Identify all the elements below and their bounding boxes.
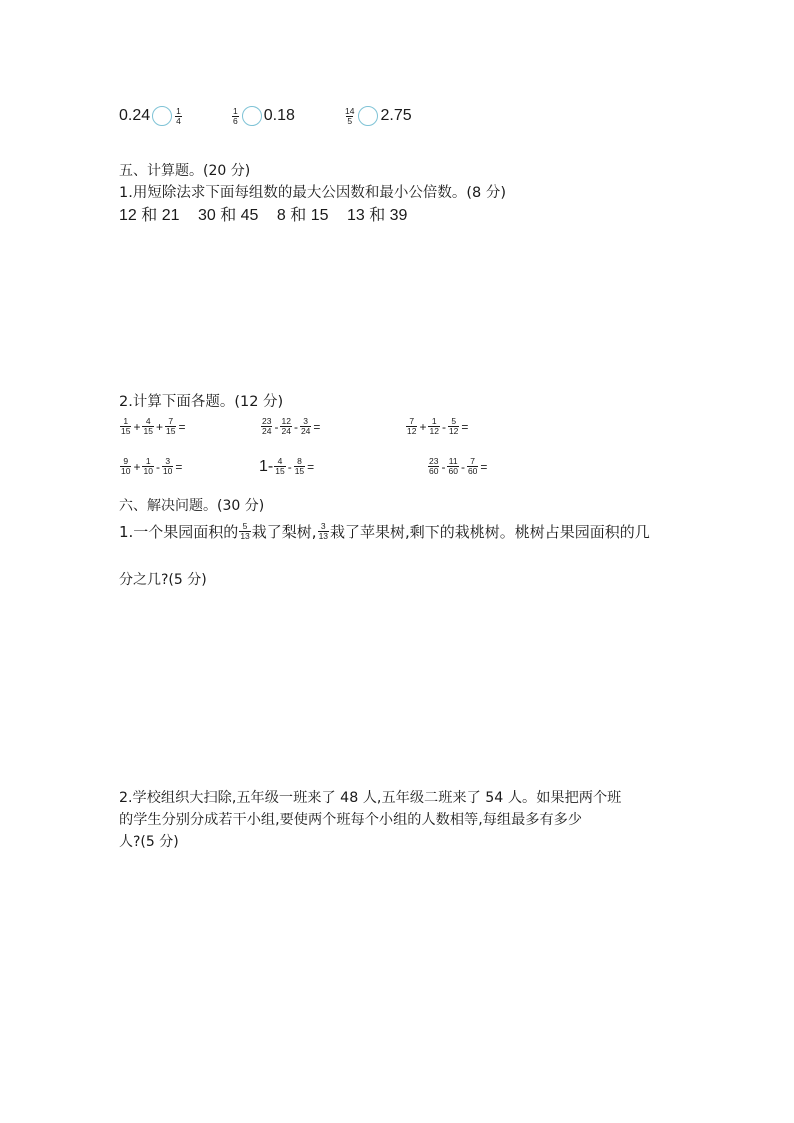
compare-right-value: 2.75 <box>380 107 412 124</box>
fraction-expression: $\frac{9}{10}$ + $\frac{1}{10}$ - $\frac{3}{10}$ = <box>121 456 183 476</box>
gcd-lcm-pairs <box>119 202 407 225</box>
section5-q2-text: 2.计算下面各题。(12 分) <box>119 394 284 410</box>
section6-q2-line2: 的学生分别分成若干小组,要使两个班每个小组的人数相等,每组最多有多少 <box>119 812 583 828</box>
section5-title: 五、计算题。(20 分) <box>119 163 251 179</box>
compare-left-fraction: $\frac{1}{6}$ <box>233 105 238 126</box>
section6-q2-line1: 2.学校组织大扫除,五年级一班来了 48 人,五年级二班来了 54 人。如果把两个班 <box>119 790 622 806</box>
compare-right-value: 0.18 <box>263 107 295 124</box>
section5-q1-text: 1.用短除法求下面每组数的最大公因数和最小公倍数。(8 分) <box>119 185 506 201</box>
compare-right-fraction: $\frac{1}{4}$ <box>176 105 181 126</box>
section6-q1-line1: 1.一个果园面积的 $\frac{5}{13}$ 栽了梨树, $\frac{3}{13}$ 栽了苹果树,剩下的栽桃树。桃树占果园面积的几 <box>119 521 650 541</box>
fraction-expression: 1- $\frac{4}{15}$ - $\frac{8}{15}$ = <box>259 456 315 476</box>
number-pair: 8 和 15 <box>276 207 329 224</box>
fraction-expression: $\frac{7}{12}$ + $\frac{1}{12}$ - $\frac{5}{12}$ = <box>407 416 469 436</box>
compare-answer-circle[interactable] <box>358 106 378 126</box>
compare-left-fraction: $\frac{14}{5}$ <box>345 105 355 126</box>
number-pair: 13 和 39 <box>346 207 408 224</box>
section6-q2-line3: 人?(5 分) <box>119 834 179 850</box>
number-pair: 30 和 45 <box>197 207 259 224</box>
compare-item-2 <box>231 106 295 126</box>
compare-item-1 <box>119 106 183 126</box>
number-pair: 12 和 21 <box>119 207 180 224</box>
compare-answer-circle[interactable] <box>152 106 172 126</box>
fraction-expression: $\frac{1}{15}$ + $\frac{4}{15}$ + $\frac{7}{15}$ = <box>121 416 186 436</box>
section6-title: 六、解决问题。(30 分) <box>119 498 265 514</box>
compare-left-value: 0.24 <box>119 107 151 124</box>
section6-q1-line2: 分之几?(5 分) <box>119 572 207 588</box>
compare-answer-circle[interactable] <box>242 106 262 126</box>
fraction-expression: $\frac{23}{24}$ - $\frac{12}{24}$ - $\frac{3}{24}$ = <box>262 416 321 436</box>
compare-item-3 <box>343 106 412 126</box>
fraction-expression: $\frac{23}{60}$ - $\frac{11}{60}$ - $\frac{7}{60}$ = <box>429 456 488 476</box>
